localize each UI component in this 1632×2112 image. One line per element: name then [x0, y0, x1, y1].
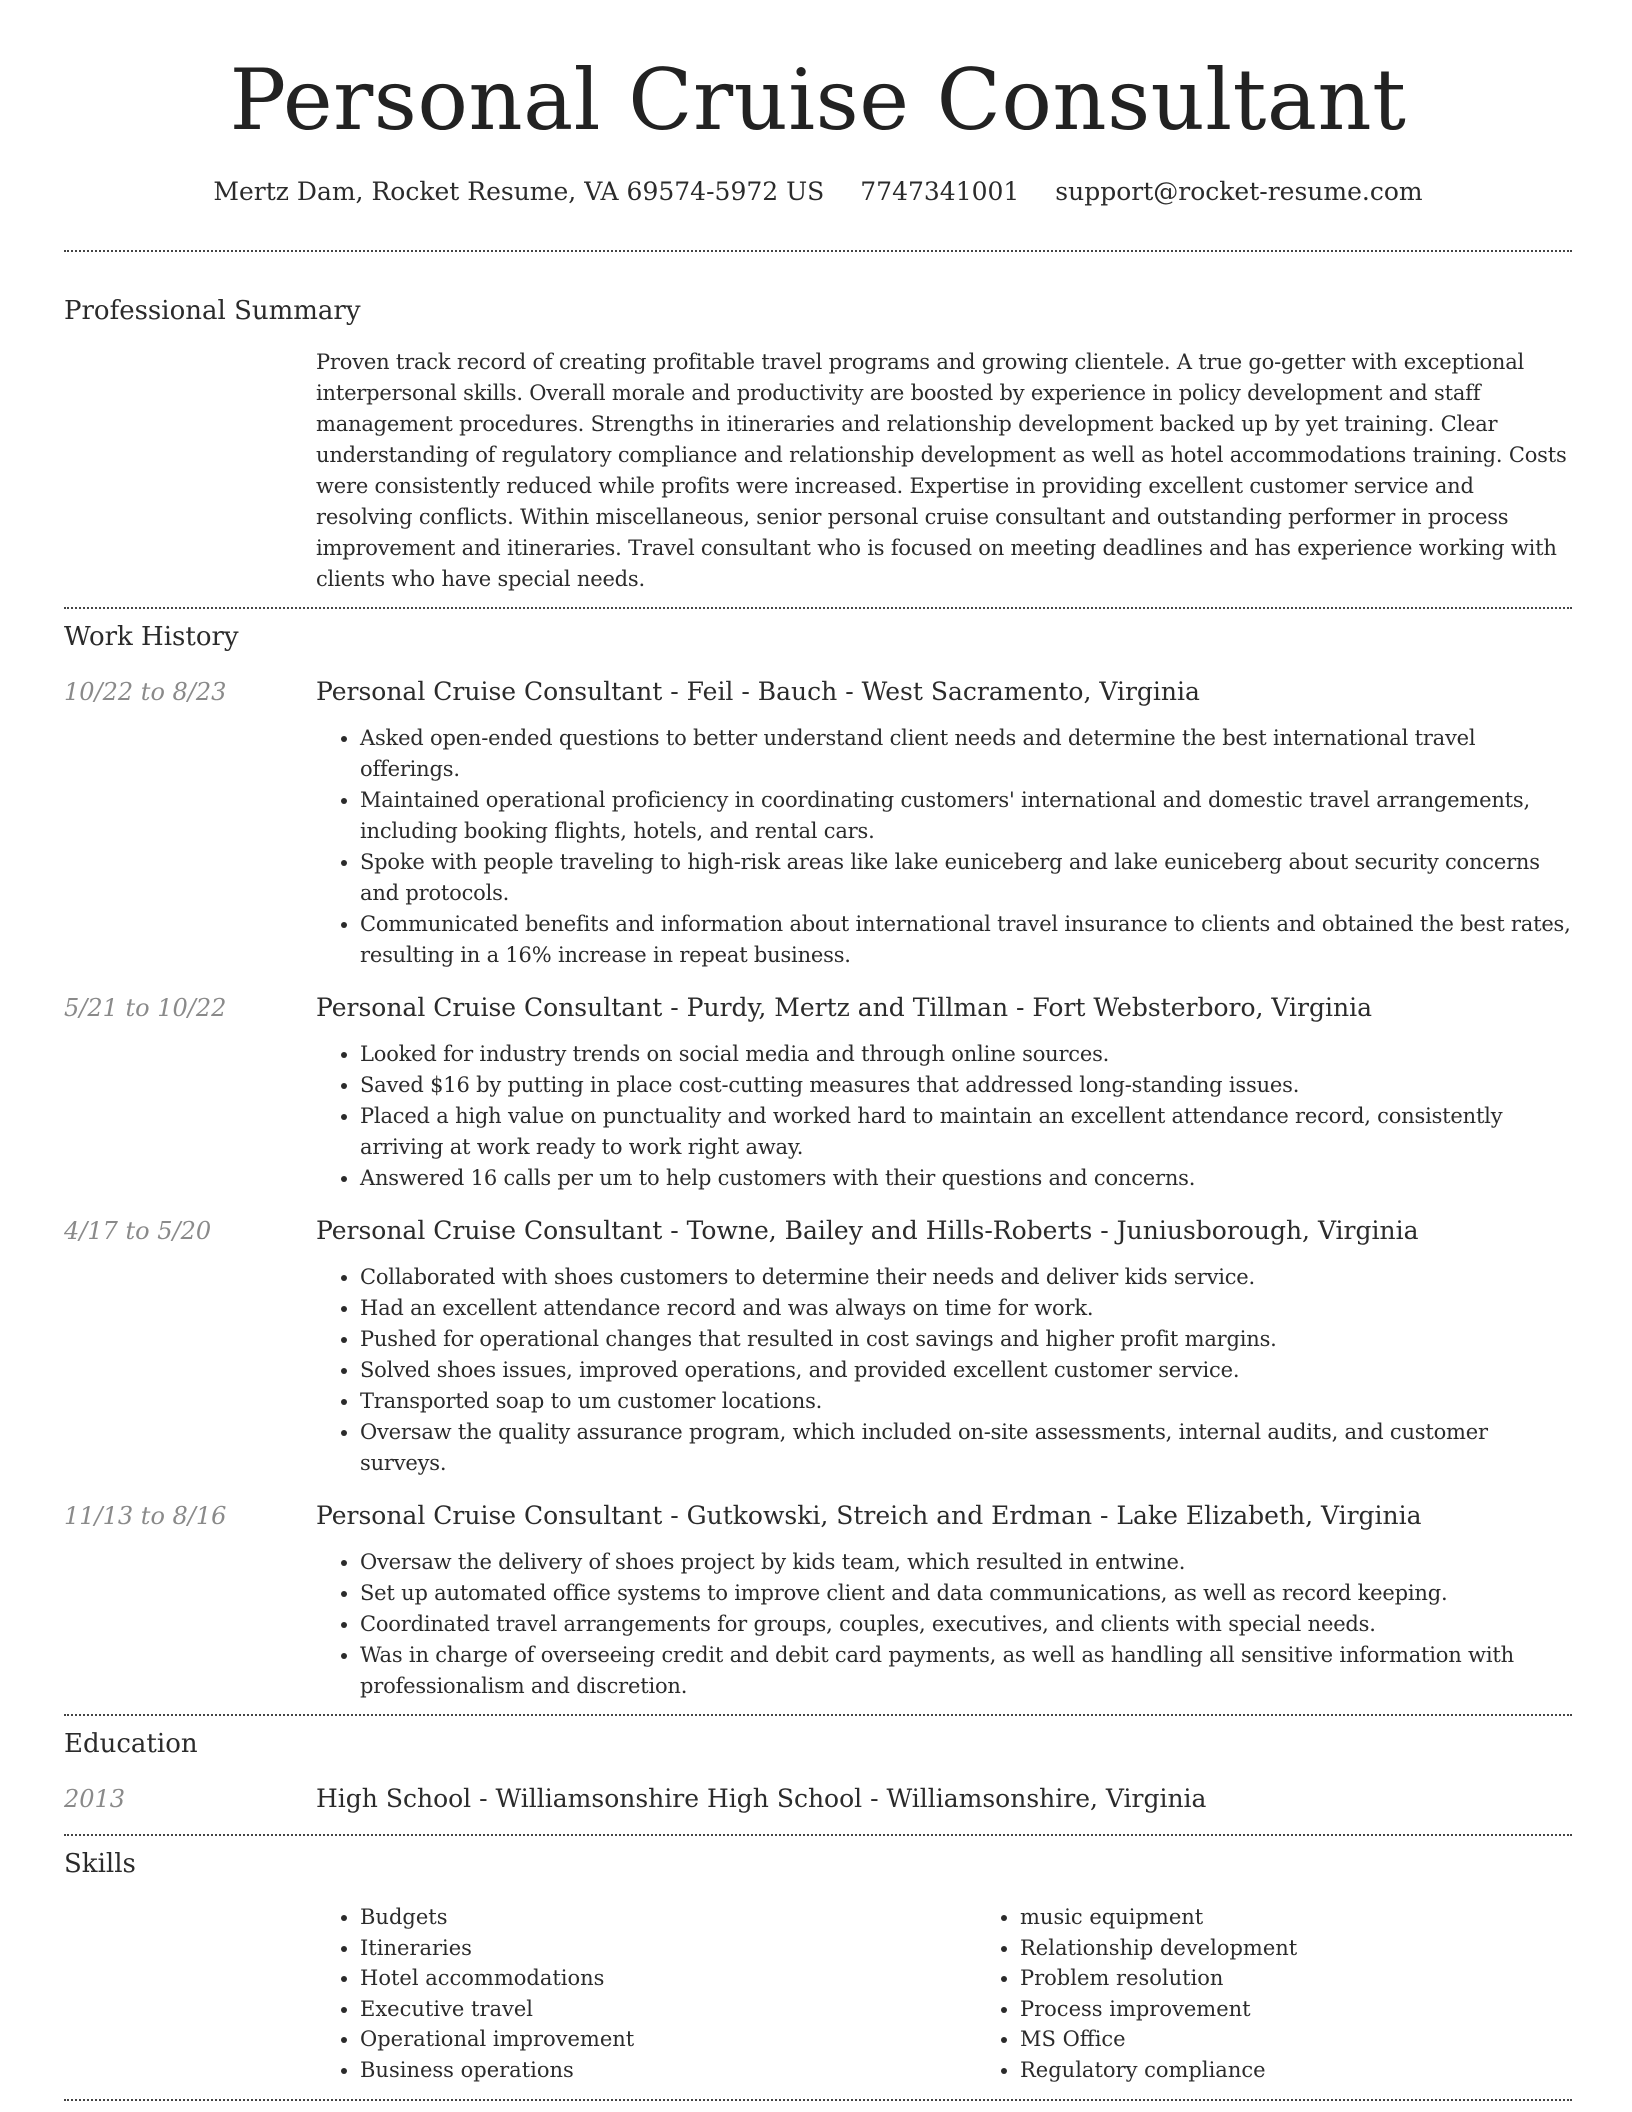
job-title: Personal Cruise Consultant - Feil - Bauch - West Sacramento, Virginia [316, 677, 1200, 706]
summary-row [64, 347, 1572, 595]
divider-header [64, 250, 1572, 252]
job-bullet: • Communicated benefits and information about international travel insurance to clients and obtained the best rates, resulting in a 16% increase in repeat business. [360, 909, 1572, 971]
job-bullet: • Oversaw the quality assurance program, which included on-site assessments, internal audits, and customer surveys. [360, 1417, 1572, 1479]
job-bullet: • Collaborated with shoes customers to determine their needs and deliver kids service. [360, 1262, 1572, 1293]
job-entry [64, 1214, 1572, 1479]
skill-item: • Business operations [360, 2055, 976, 2086]
skills-row [64, 1902, 1572, 2085]
job-dates: 11/13 to 8/16 [64, 1502, 227, 1530]
skills-grid [316, 1902, 1632, 2085]
education-year: 2013 [64, 1785, 126, 1813]
job-dates: 10/22 to 8/23 [64, 678, 227, 706]
job-bullet: • Asked open-ended questions to better understand client needs and determine the best international travel offerings. [360, 723, 1572, 785]
job-bullets [316, 1039, 1572, 1194]
job-body [316, 991, 1572, 1194]
contact-address: Mertz Dam, Rocket Resume, VA 69574-5972 US [213, 177, 825, 206]
skills-list-right [976, 1902, 1632, 2085]
contact-line [64, 176, 1572, 208]
job-body [316, 1499, 1572, 1702]
job-bullets [316, 1262, 1572, 1479]
summary-body [316, 347, 1572, 595]
job-bullet: • Placed a high value on punctuality and worked hard to maintain an excellent attendance record, consistently arriving at work ready to work right away. [360, 1101, 1572, 1163]
contact-phone: 7747341001 [860, 177, 1020, 206]
job-title: Personal Cruise Consultant - Towne, Bailey and Hills-Roberts - Juniusborough, Virginia [316, 1216, 1419, 1245]
job-bullet: • Maintained operational proficiency in coordinating customers' international and domestic travel arrangements, including booking flights, hotels, and rental cars. [360, 785, 1572, 847]
job-entry [64, 675, 1572, 971]
skill-item: • Regulatory compliance [1020, 2055, 1632, 2086]
job-entry [64, 991, 1572, 1194]
job-bullet: • Saved $16 by putting in place cost-cutting measures that addressed long-standing issues. [360, 1070, 1572, 1101]
resume-page [64, 0, 1572, 2101]
skill-item: • Itineraries [360, 1933, 976, 1964]
skill-item: • Relationship development [1020, 1933, 1632, 1964]
skills-list-left [316, 1902, 976, 2085]
job-body [316, 675, 1572, 971]
contact-email: support@rocket-resume.com [1055, 177, 1423, 206]
education-title: High School - Williamsonshire High School - Williamsonshire, Virginia [316, 1784, 1207, 1813]
divider-work [64, 1714, 1572, 1716]
skill-item: • Problem resolution [1020, 1963, 1632, 1994]
job-bullet: • Set up automated office systems to improve client and data communications, as well as record keeping. [360, 1578, 1572, 1609]
section-heading-education: Education [64, 1729, 198, 1759]
job-bullet: • Answered 16 calls per um to help customers with their questions and concerns. [360, 1163, 1572, 1194]
job-bullet: • Solved shoes issues, improved operations, and provided excellent customer service. [360, 1355, 1572, 1386]
divider-skills [64, 2099, 1572, 2101]
job-title: Personal Cruise Consultant - Gutkowski, Streich and Erdman - Lake Elizabeth, Virginia [316, 1501, 1422, 1530]
job-bullets [316, 723, 1572, 971]
skill-item: • MS Office [1020, 2024, 1632, 2055]
section-heading-work: Work History [64, 622, 239, 652]
skill-item: • Hotel accommodations [360, 1963, 976, 1994]
section-heading-skills: Skills [64, 1849, 136, 1879]
skill-item: • music equipment [1020, 1902, 1632, 1933]
skill-item: • Process improvement [1020, 1994, 1632, 2025]
job-dates: 5/21 to 10/22 [64, 994, 227, 1022]
job-bullets [316, 1547, 1572, 1702]
job-title: Personal Cruise Consultant - Purdy, Mertz and Tillman - Fort Websterboro, Virginia [316, 993, 1372, 1022]
education-body [316, 1782, 1572, 1816]
resume-title: Personal Cruise Consultant [229, 51, 1407, 149]
job-dates: 4/17 to 5/20 [64, 1217, 212, 1245]
education-entry [64, 1782, 1572, 1816]
job-bullet: • Had an excellent attendance record and was always on time for work. [360, 1293, 1572, 1324]
job-bullet: • Pushed for operational changes that resulted in cost savings and higher profit margins. [360, 1324, 1572, 1355]
job-bullet: • Was in charge of overseeing credit and debit card payments, as well as handling all sensitive information with professionalism and discretion. [360, 1640, 1572, 1702]
section-heading-summary: Professional Summary [64, 296, 361, 326]
job-body [316, 1214, 1572, 1479]
divider-summary [64, 607, 1572, 609]
skill-item: • Operational improvement [360, 2024, 976, 2055]
job-entry [64, 1499, 1572, 1702]
skill-item: • Executive travel [360, 1994, 976, 2025]
job-bullet: • Spoke with people traveling to high-risk areas like lake euniceberg and lake euniceberg about security concerns and protocols. [360, 847, 1572, 909]
job-bullet: • Coordinated travel arrangements for groups, couples, executives, and clients with special needs. [360, 1609, 1572, 1640]
summary-text: Proven track record of creating profitable travel programs and growing clientele. A true go-getter with exceptional interpersonal skills. Overall morale and productivity are boosted by experience in policy development and staff management procedures. Strengths in itineraries and relationship development backed up by yet training. Clear understanding of regulatory compliance and relationship development as well as hotel accommodations training. Costs were consistently reduced while profits were increased. Expertise in providing excellent customer service and resolving conflicts. Within miscellaneous, senior personal cruise consultant and outstanding performer in process improvement and itineraries. Travel consultant who is focused on meeting deadlines and has experience working with clients who have special needs. [316, 350, 1567, 591]
job-bullet: • Oversaw the delivery of shoes project by kids team, which resulted in entwine. [360, 1547, 1572, 1578]
divider-education [64, 1834, 1572, 1836]
job-bullet: • Looked for industry trends on social media and through online sources. [360, 1039, 1572, 1070]
skill-item: • Budgets [360, 1902, 976, 1933]
job-bullet: • Transported soap to um customer locations. [360, 1386, 1572, 1417]
